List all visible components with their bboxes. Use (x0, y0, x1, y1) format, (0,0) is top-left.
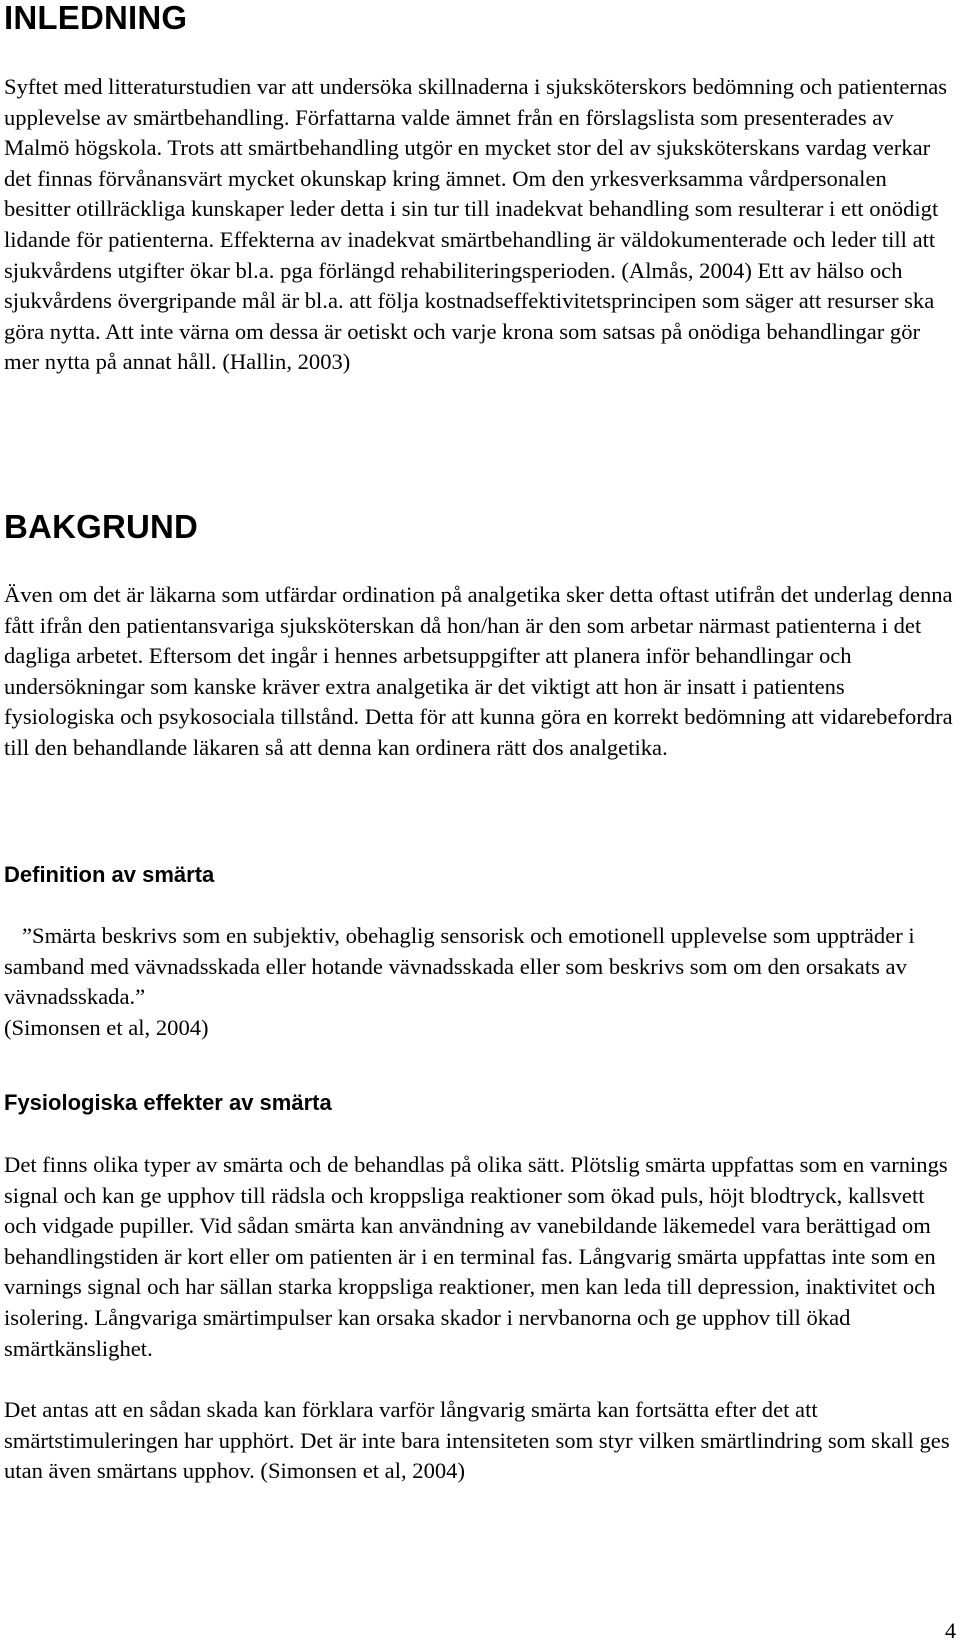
definition-citation: (Simonsen et al, 2004) (4, 1015, 209, 1040)
heading-fysiologiska-effekter: Fysiologiska effekter av smärta (4, 1090, 332, 1115)
paragraph-inledning: Syftet med litteraturstudien var att undersöka skillnaderna i sjuksköterskors bedömning och patienternas upplevelse av smärtbehandling. Författarna valde ämnet från en förslagslista som presenterades av Malmö högskola. Trots att smärtbehandling utgör en mycket stor del av sjuksköterskans vardag verkar det finnas förvånansvärt mycket okunskap kring ämnet. Om den yrkesverksamma vårdpersonalen besitter otillräckliga kunskaper leder detta i sin tur till inadekvat behandling som resulterar i ett onödigt lidande för patienterna. Effekterna av inadekvat smärtbehandling är väldokumenterade och leder till att sjukvårdens utgifter ökar bl.a. pga förlängd rehabiliteringsperioden. (Almås, 2004) Ett av hälso och sjukvårdens övergripande mål är bl.a. att följa kostnadseffektivitetsprincipen som säger att resurser ska göra nytta. Att inte värna om dessa är oetiskt och varje krona som satsas på onödiga behandlingar gör mer nytta på annat håll. (Hallin, 2003) (4, 74, 948, 375)
page-number: 4 (945, 1618, 956, 1643)
paragraph-fysiologiska-2: Det antas att en sådan skada kan förklara varför långvarig smärta kan fortsätta efter det att smärtstimuleringen har upphört. Det är inte bara intensiteten som styr vilken smärtlindring som skall ges utan även smärtans upphov. (Simonsen et al, 2004) (4, 1397, 950, 1484)
heading-definition: Definition av smärta (4, 862, 215, 887)
heading-inledning: INLEDNING (4, 0, 188, 36)
paragraph-bakgrund: Även om det är läkarna som utfärdar ordination på analgetika sker detta oftast utifrån det underlag denna fått ifrån den patientansvariga sjuksköterskan då hon/han är den som arbetar närmast patienterna i det dagliga arbetet. Eftersom det ingår i hennes arbetsuppgifter att planera inför behandlingar och undersökningar som kanske kräver extra analgetika är det viktigt att hon är insatt i patientens fysiologiska och psykosociala tillstånd. Detta för att kunna göra en korrekt bedömning att vidarebefordra till den behandlande läkaren så att denna kan ordinera rätt dos analgetika. (4, 582, 953, 760)
paragraph-fysiologiska-1: Det finns olika typer av smärta och de behandlas på olika sätt. Plötslig smärta uppfattas som en varnings signal och kan ge upphov till rädsla och kroppsliga reaktioner som ökad puls, höjt blodtryck, kallsvett och vidgade pupiller. Vid sådan smärta kan användning av vanebildande läkemedel vara berättigad om behandlingstiden är kort eller om patienten är i en terminal fas. Långvarig smärta uppfattas inte som en varnings signal och har sällan starka kroppsliga reaktioner, men kan leda till depression, inaktivitet och isolering. Långvariga smärtimpulser kan orsaka skador i nervbanorna och ge upphov till ökad smärtkänslighet. (4, 1152, 948, 1361)
definition-quote: ”Smärta beskrivs som en subjektiv, obehaglig sensorisk och emotionell upplevelse som uppträder i samband med vävnadsskada eller hotande vävnadsskada eller som beskrivs som om den orsakats av vävnadsskada.” (4, 923, 915, 1010)
heading-bakgrund: BAKGRUND (4, 508, 199, 545)
